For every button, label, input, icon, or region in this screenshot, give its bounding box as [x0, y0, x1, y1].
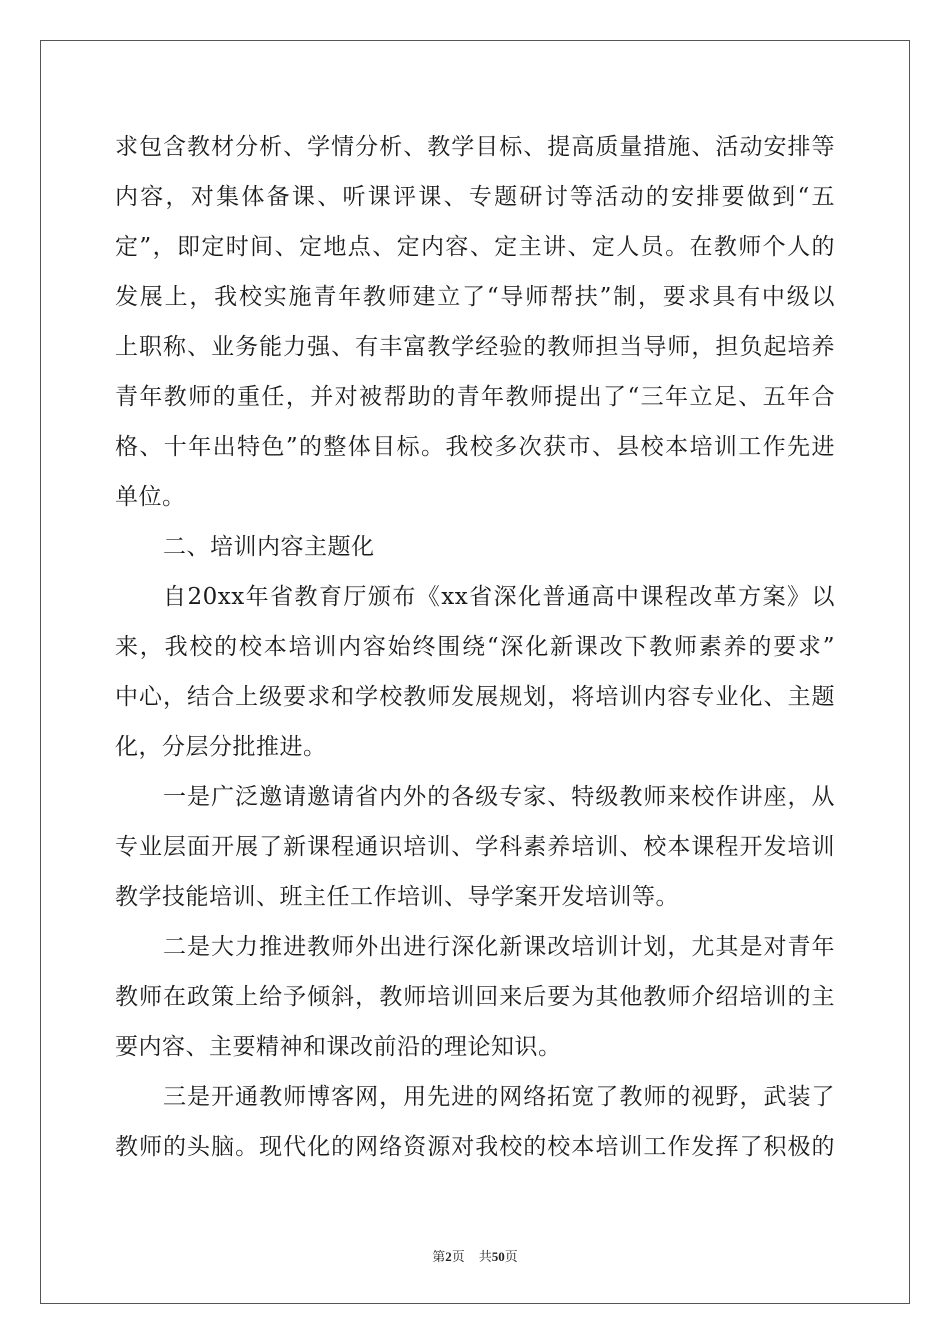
text-line: 求包含教材分析、学情分析、教学目标、提高质量措施、活动安排等 [115, 134, 835, 160]
text-line: 格、十年出特色”的整体目标。我校多次获市、县校本培训工作先进 [115, 434, 835, 460]
text-line: 单位。 [115, 484, 186, 510]
footer-page-suffix: 页 [451, 1250, 465, 1265]
paragraph [115, 124, 835, 524]
document-body [115, 124, 835, 1174]
paragraph [115, 524, 835, 574]
text-line: 教学技能培训、班主任工作培训、导学案开发培训等。 [115, 884, 679, 910]
text-line: 教师的头脑。现代化的网络资源对我校的校本培训工作发挥了积极的 [115, 1134, 835, 1160]
footer-total-suffix: 页 [504, 1250, 518, 1265]
text-line: 专业层面开展了新课程通识培训、学科素养培训、校本课程开发培训 [115, 834, 835, 860]
footer-page-number: 2 [445, 1249, 452, 1264]
paragraph [115, 574, 835, 774]
text-line: 定”，即定时间、定地点、定内容、定主讲、定人员。在教师个人的 [115, 234, 835, 260]
footer-total-pages: 50 [491, 1249, 505, 1264]
footer-page-prefix: 第 [432, 1250, 446, 1265]
paragraph [115, 774, 835, 924]
text-line: 教师在政策上给予倾斜，教师培训回来后要为其他教师介绍培训的主 [115, 984, 835, 1010]
text-line: 发展上，我校实施青年教师建立了“导师帮扶”制，要求具有中级以 [115, 284, 835, 310]
page-footer [0, 1246, 950, 1265]
text-line: 化，分层分批推进。 [115, 734, 327, 760]
text-line: 二、培训内容主题化 [163, 534, 375, 560]
footer-total-prefix: 共 [478, 1250, 492, 1265]
text-line: 要内容、主要精神和课改前沿的理论知识。 [115, 1034, 562, 1060]
text-line: 内容，对集体备课、听课评课、专题研讨等活动的安排要做到“五 [115, 184, 835, 210]
text-line: 来，我校的校本培训内容始终围绕“深化新课改下教师素养的要求” [115, 634, 835, 660]
paragraph [115, 924, 835, 1074]
text-line: 一是广泛邀请邀请省内外的各级专家、特级教师来校作讲座，从 [163, 784, 835, 810]
paragraph [115, 1074, 835, 1174]
text-line: 三是开通教师博客网，用先进的网络拓宽了教师的视野，武装了 [163, 1084, 835, 1110]
text-line: 二是大力推进教师外出进行深化新课改培训计划，尤其是对青年 [163, 934, 835, 960]
text-line: 青年教师的重任，并对被帮助的青年教师提出了“三年立足、五年合 [115, 384, 835, 410]
text-line: 自20xx年省教育厅颁布《xx省深化普通高中课程改革方案》以 [163, 584, 835, 610]
text-line: 中心，结合上级要求和学校教师发展规划，将培训内容专业化、主题 [115, 684, 835, 710]
text-line: 上职称、业务能力强、有丰富教学经验的教师担当导师，担负起培养 [115, 334, 835, 360]
